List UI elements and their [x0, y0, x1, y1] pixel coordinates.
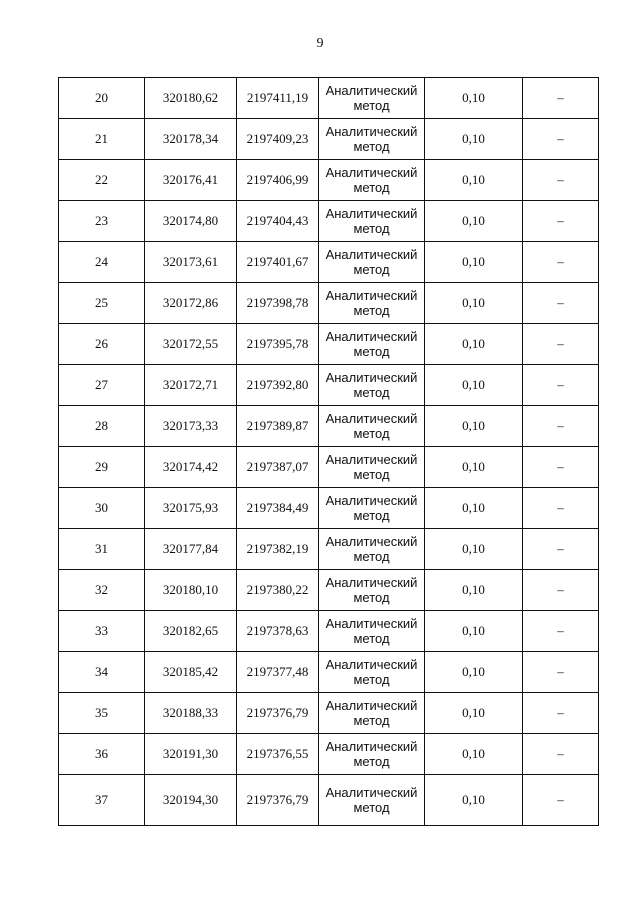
- y-coordinate-cell: 2197401,67: [237, 242, 319, 283]
- table-row: [59, 160, 599, 201]
- note-cell: –: [523, 283, 599, 324]
- method-cell: [319, 283, 425, 324]
- method-cell: [319, 242, 425, 283]
- point-number-cell: 36: [59, 734, 145, 775]
- method-text: метод: [353, 344, 390, 359]
- table-body: [59, 78, 599, 826]
- method-cell: [319, 406, 425, 447]
- method-text: метод: [353, 98, 390, 113]
- method-text: Аналитический: [325, 206, 418, 221]
- table-row: [59, 488, 599, 529]
- accuracy-cell: 0,10: [425, 365, 523, 406]
- table-row: [59, 283, 599, 324]
- accuracy-cell: 0,10: [425, 488, 523, 529]
- note-cell: –: [523, 406, 599, 447]
- method-text: Аналитический: [325, 493, 418, 508]
- y-coordinate-cell: 2197389,87: [237, 406, 319, 447]
- method-cell: [319, 693, 425, 734]
- table-row: [59, 324, 599, 365]
- y-coordinate-cell: 2197406,99: [237, 160, 319, 201]
- note-cell: –: [523, 365, 599, 406]
- method-cell: [319, 775, 425, 826]
- y-coordinate-cell: 2197392,80: [237, 365, 319, 406]
- table-row: [59, 119, 599, 160]
- table-row: [59, 406, 599, 447]
- point-number-cell: 23: [59, 201, 145, 242]
- x-coordinate-cell: 320174,42: [145, 447, 237, 488]
- table-row: [59, 242, 599, 283]
- x-coordinate-cell: 320194,30: [145, 775, 237, 826]
- x-coordinate-cell: 320180,10: [145, 570, 237, 611]
- note-cell: –: [523, 775, 599, 826]
- point-number-cell: 32: [59, 570, 145, 611]
- y-coordinate-cell: 2197398,78: [237, 283, 319, 324]
- method-text: метод: [353, 672, 390, 687]
- method-text: метод: [353, 508, 390, 523]
- x-coordinate-cell: 320178,34: [145, 119, 237, 160]
- method-cell: [319, 570, 425, 611]
- method-text: метод: [353, 262, 390, 277]
- x-coordinate-cell: 320172,55: [145, 324, 237, 365]
- method-text: Аналитический: [325, 534, 418, 549]
- x-coordinate-cell: 320191,30: [145, 734, 237, 775]
- accuracy-cell: 0,10: [425, 406, 523, 447]
- accuracy-cell: 0,10: [425, 242, 523, 283]
- method-cell: [319, 324, 425, 365]
- y-coordinate-cell: 2197387,07: [237, 447, 319, 488]
- point-number-cell: 24: [59, 242, 145, 283]
- x-coordinate-cell: 320185,42: [145, 652, 237, 693]
- x-coordinate-cell: 320188,33: [145, 693, 237, 734]
- accuracy-cell: 0,10: [425, 693, 523, 734]
- point-number-cell: 30: [59, 488, 145, 529]
- method-text: Аналитический: [325, 785, 418, 800]
- table-row: [59, 775, 599, 826]
- accuracy-cell: 0,10: [425, 652, 523, 693]
- table-row: [59, 570, 599, 611]
- y-coordinate-cell: 2197411,19: [237, 78, 319, 119]
- method-text: Аналитический: [325, 739, 418, 754]
- table-row: [59, 734, 599, 775]
- table-row: [59, 201, 599, 242]
- method-text: Аналитический: [325, 329, 418, 344]
- method-text: метод: [353, 549, 390, 564]
- point-number-cell: 22: [59, 160, 145, 201]
- table-row: [59, 693, 599, 734]
- x-coordinate-cell: 320173,33: [145, 406, 237, 447]
- accuracy-cell: 0,10: [425, 119, 523, 160]
- x-coordinate-cell: 320172,86: [145, 283, 237, 324]
- point-number-cell: 20: [59, 78, 145, 119]
- method-cell: [319, 119, 425, 160]
- note-cell: –: [523, 447, 599, 488]
- table-row: [59, 652, 599, 693]
- note-cell: –: [523, 242, 599, 283]
- method-text: Аналитический: [325, 616, 418, 631]
- table-row: [59, 611, 599, 652]
- note-cell: –: [523, 201, 599, 242]
- method-text: Аналитический: [325, 698, 418, 713]
- point-number-cell: 27: [59, 365, 145, 406]
- accuracy-cell: 0,10: [425, 324, 523, 365]
- method-text: Аналитический: [325, 288, 418, 303]
- note-cell: –: [523, 611, 599, 652]
- table-row: [59, 365, 599, 406]
- method-text: метод: [353, 221, 390, 236]
- x-coordinate-cell: 320175,93: [145, 488, 237, 529]
- accuracy-cell: 0,10: [425, 160, 523, 201]
- method-text: метод: [353, 467, 390, 482]
- method-text: метод: [353, 754, 390, 769]
- method-text: Аналитический: [325, 575, 418, 590]
- method-text: метод: [353, 426, 390, 441]
- note-cell: –: [523, 693, 599, 734]
- method-text: Аналитический: [325, 247, 418, 262]
- point-number-cell: 37: [59, 775, 145, 826]
- method-text: Аналитический: [325, 370, 418, 385]
- point-number-cell: 21: [59, 119, 145, 160]
- note-cell: –: [523, 570, 599, 611]
- note-cell: –: [523, 324, 599, 365]
- note-cell: –: [523, 734, 599, 775]
- method-cell: [319, 78, 425, 119]
- accuracy-cell: 0,10: [425, 570, 523, 611]
- point-number-cell: 35: [59, 693, 145, 734]
- accuracy-cell: 0,10: [425, 529, 523, 570]
- accuracy-cell: 0,10: [425, 775, 523, 826]
- method-text: Аналитический: [325, 83, 418, 98]
- point-number-cell: 31: [59, 529, 145, 570]
- table-row: [59, 78, 599, 119]
- method-text: метод: [353, 303, 390, 318]
- x-coordinate-cell: 320177,84: [145, 529, 237, 570]
- y-coordinate-cell: 2197384,49: [237, 488, 319, 529]
- method-text: метод: [353, 385, 390, 400]
- method-text: Аналитический: [325, 452, 418, 467]
- x-coordinate-cell: 320180,62: [145, 78, 237, 119]
- accuracy-cell: 0,10: [425, 283, 523, 324]
- method-cell: [319, 201, 425, 242]
- method-text: метод: [353, 139, 390, 154]
- method-cell: [319, 734, 425, 775]
- method-cell: [319, 611, 425, 652]
- method-text: Аналитический: [325, 124, 418, 139]
- point-number-cell: 28: [59, 406, 145, 447]
- method-text: метод: [353, 631, 390, 646]
- method-cell: [319, 447, 425, 488]
- x-coordinate-cell: 320174,80: [145, 201, 237, 242]
- page-number: 9: [316, 36, 324, 51]
- y-coordinate-cell: 2197376,79: [237, 775, 319, 826]
- note-cell: –: [523, 78, 599, 119]
- method-text: метод: [353, 800, 390, 815]
- x-coordinate-cell: 320173,61: [145, 242, 237, 283]
- x-coordinate-cell: 320176,41: [145, 160, 237, 201]
- accuracy-cell: 0,10: [425, 734, 523, 775]
- table-row: [59, 447, 599, 488]
- method-cell: [319, 365, 425, 406]
- y-coordinate-cell: 2197404,43: [237, 201, 319, 242]
- point-number-cell: 25: [59, 283, 145, 324]
- method-cell: [319, 488, 425, 529]
- point-number-cell: 33: [59, 611, 145, 652]
- y-coordinate-cell: 2197376,79: [237, 693, 319, 734]
- y-coordinate-cell: 2197395,78: [237, 324, 319, 365]
- x-coordinate-cell: 320182,65: [145, 611, 237, 652]
- method-text: метод: [353, 180, 390, 195]
- note-cell: –: [523, 652, 599, 693]
- accuracy-cell: 0,10: [425, 201, 523, 242]
- accuracy-cell: 0,10: [425, 611, 523, 652]
- accuracy-cell: 0,10: [425, 78, 523, 119]
- y-coordinate-cell: 2197376,55: [237, 734, 319, 775]
- point-number-cell: 29: [59, 447, 145, 488]
- note-cell: –: [523, 160, 599, 201]
- method-text: Аналитический: [325, 411, 418, 426]
- method-cell: [319, 652, 425, 693]
- method-text: Аналитический: [325, 165, 418, 180]
- method-text: метод: [353, 590, 390, 605]
- x-coordinate-cell: 320172,71: [145, 365, 237, 406]
- table-row: [59, 529, 599, 570]
- point-number-cell: 34: [59, 652, 145, 693]
- method-text: метод: [353, 713, 390, 728]
- accuracy-cell: 0,10: [425, 447, 523, 488]
- note-cell: –: [523, 529, 599, 570]
- y-coordinate-cell: 2197382,19: [237, 529, 319, 570]
- y-coordinate-cell: 2197377,48: [237, 652, 319, 693]
- method-text: Аналитический: [325, 657, 418, 672]
- y-coordinate-cell: 2197380,22: [237, 570, 319, 611]
- note-cell: –: [523, 488, 599, 529]
- y-coordinate-cell: 2197378,63: [237, 611, 319, 652]
- y-coordinate-cell: 2197409,23: [237, 119, 319, 160]
- note-cell: –: [523, 119, 599, 160]
- coordinates-table: [58, 77, 599, 826]
- method-cell: [319, 529, 425, 570]
- point-number-cell: 26: [59, 324, 145, 365]
- method-cell: [319, 160, 425, 201]
